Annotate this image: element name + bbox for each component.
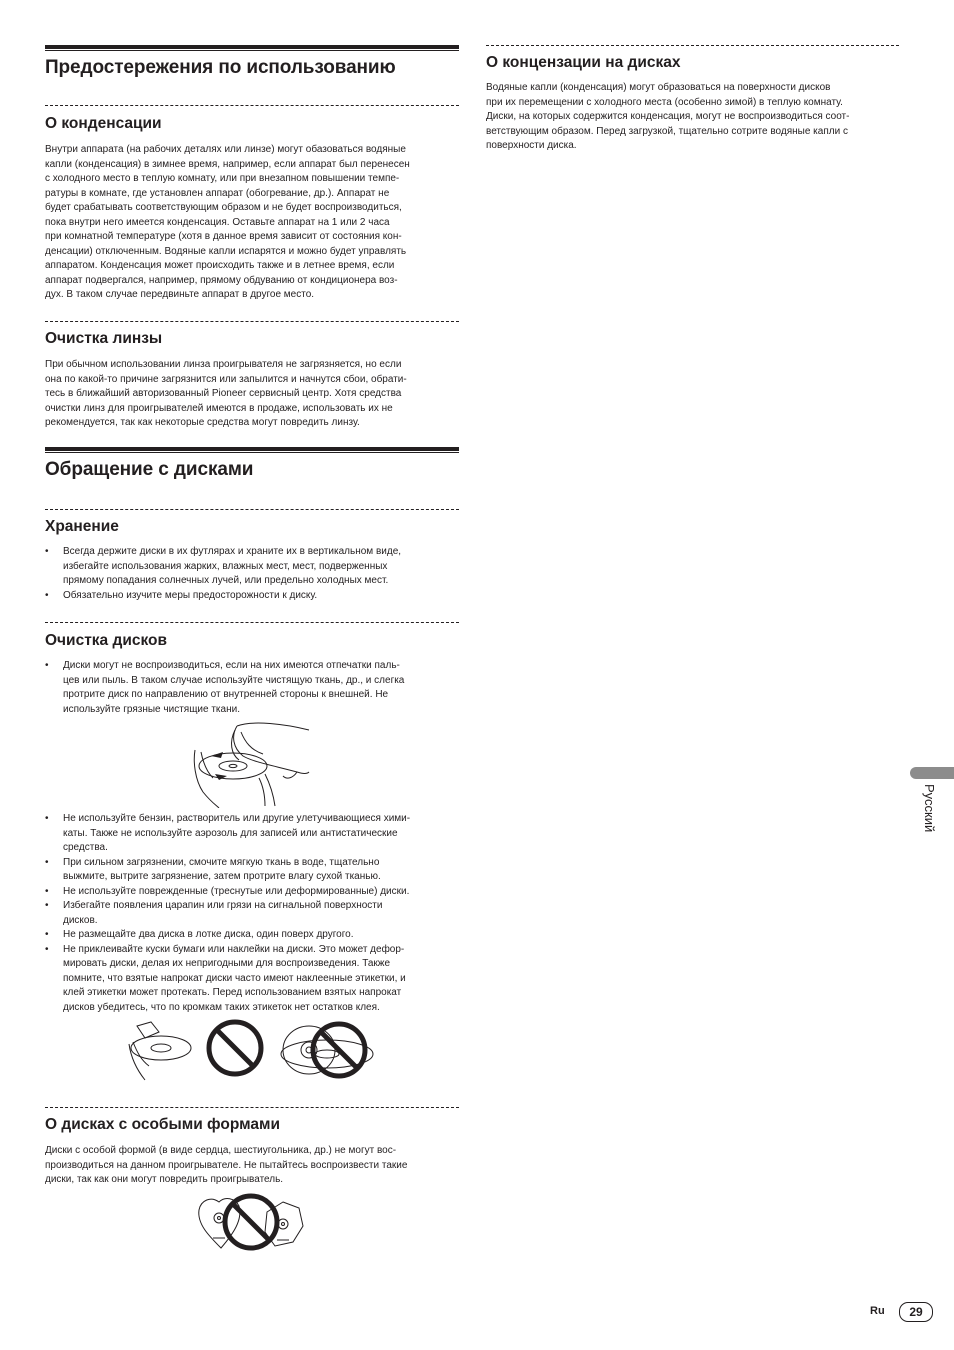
special-shape-discs-illustration: [195, 1190, 307, 1254]
section-title-disc-handling: Обращение с дисками: [45, 459, 254, 480]
arrow-icon: [211, 752, 223, 758]
subsection-rule: [45, 622, 459, 623]
list-item: • Не используйте поврежденные (треснутые или деформированные) диски.: [45, 885, 459, 900]
list-item: • Обязательно изучите меры предосторожности к диску.: [45, 589, 459, 604]
footer-language-code: Ru: [870, 1305, 885, 1317]
sticker-shape: [137, 1022, 159, 1038]
list-item: • При сильном загрязнении, смочите мягкую ткань в воде, тщательно выжмите, вытрите загрязнение, затем протрите влагу сухой тканью.: [45, 856, 459, 885]
language-label: Русский: [922, 784, 937, 833]
heading-condensation: О конденсации: [45, 115, 162, 132]
list-item: • Не размещайте два диска в лотке диска, один поверх другого.: [45, 928, 459, 943]
heading-storage: Хранение: [45, 518, 119, 535]
lens-text: При обычном использовании линза проигрывателя не загрязняется, но если она по какой-то причине загрязнится или запылится и начнутся сбои, обрати- тесь в ближайший авторизованный Pioneer сервисный центр. Хотя средства очистки линз для проигрывателей имеются в продаже, использовать их не рекомендуется, так как некоторые средства могут повредить линзу.: [45, 359, 407, 428]
heading-disc-cleaning: Очистка дисков: [45, 632, 168, 649]
heading-lens-cleaning: Очистка линзы: [45, 330, 163, 347]
list-item: • Не используйте бензин, растворитель или другие улетучивающиеся хими- каты. Также не используйте аэрозоль для записей или антистатические средства.: [45, 812, 459, 856]
list-item: • Не приклеивайте куски бумаги или наклейки на диски. Это может дефор- мировать диски, делая их непригодными для воспроизведения. Также помните, что взятые напрокат диски часто имеют наклеенные этикетки, и клей этикетки может протекать. Перед использованием взятых напрокат дисков убедитесь, что по кромкам таких этикеток нет остатков клея.: [45, 943, 459, 1016]
heading-special-shapes: О дисках с особыми формами: [45, 1116, 281, 1133]
subsection-rule: [486, 45, 899, 46]
heading-disc-condensation: О концензации на дисках: [486, 54, 681, 71]
subsection-rule: [45, 105, 459, 106]
page-number: 29: [899, 1302, 933, 1322]
cleaning-list-1: [45, 659, 459, 717]
section-rule: [45, 447, 459, 453]
cleaning-list-2: [45, 812, 459, 1015]
language-tab: [910, 767, 954, 779]
prohibited-stickers-illustration: [127, 1018, 379, 1084]
list-item: • Диски могут не воспроизводиться, если на них имеются отпечатки паль- цев или пыль. В таком случае используйте чистящую ткань, др., и слегка протрите диск по направлению от внутренней стороны к внешней. Не используйте грязные чистящие ткани.: [45, 659, 459, 717]
section-rule: [45, 45, 459, 51]
condensation-text: Внутри аппарата (на рабочих деталях или линзе) могут обазоваться водяные капли (конденсация) в зимнее время, например, если аппарат был перенесен с холодного место в теплую комнату, или при внезапном повышении темпе- ратуры в комнате, где установлен аппарат (обогревание, др.). Аппарат не будет срабатывать соответствующим образом и не будет воспроизводиться, пока внутри него имеется конденсация. Оставьте аппарат на 1 или 2 часа при комнатной температуре (хотя в данное время зависит от состояния кон- денсации) отключенным. Водяные капли испарятся и можно будет управлять аппаратом. Конденсация может происходить также и в летнее время, если аппарат подвергался, например, прямому обдуванию от кондиционера воз- дух. В таком случае передвиньте аппарат в другое место.: [45, 144, 410, 300]
section-title-precautions: Предостережения по использованию: [45, 57, 396, 78]
subsection-rule: [45, 509, 459, 510]
subsection-rule: [45, 321, 459, 322]
storage-list: [45, 545, 459, 603]
subsection-rule: [45, 1107, 459, 1108]
list-item: • Избегайте появления царапин или грязи на сигнальной поверхности дисков.: [45, 899, 459, 928]
disc-wiping-illustration: [193, 722, 311, 808]
disc-condensation-text: Водяные капли (конденсация) могут образоваться на поверхности дисков при их перемещении с холодного места (особенно зимой) в теплую комнату. Диски, на которых содержится конденсация, могут не воспроизводиться соот- ветствующим образом. Перед загрузкой, тщательно сотрите водяные капли с поверхности диска.: [486, 82, 850, 151]
special-shapes-text: Диски с особой формой (в виде сердца, шестиугольника, др.) не могут вос- производиться на данном проигрывателе. Не пытайтесь воспроизвести такие диски, так как они могут повредить проигрыватель.: [45, 1145, 408, 1185]
list-item: • Всегда держите диски в их футлярах и храните их в вертикальном виде, избегайте использования жарких, влажных мест, мест, подверженных прямому попадания солнечных лучей, или предельно холодных мест.: [45, 545, 459, 589]
disc-outline: [199, 753, 267, 779]
